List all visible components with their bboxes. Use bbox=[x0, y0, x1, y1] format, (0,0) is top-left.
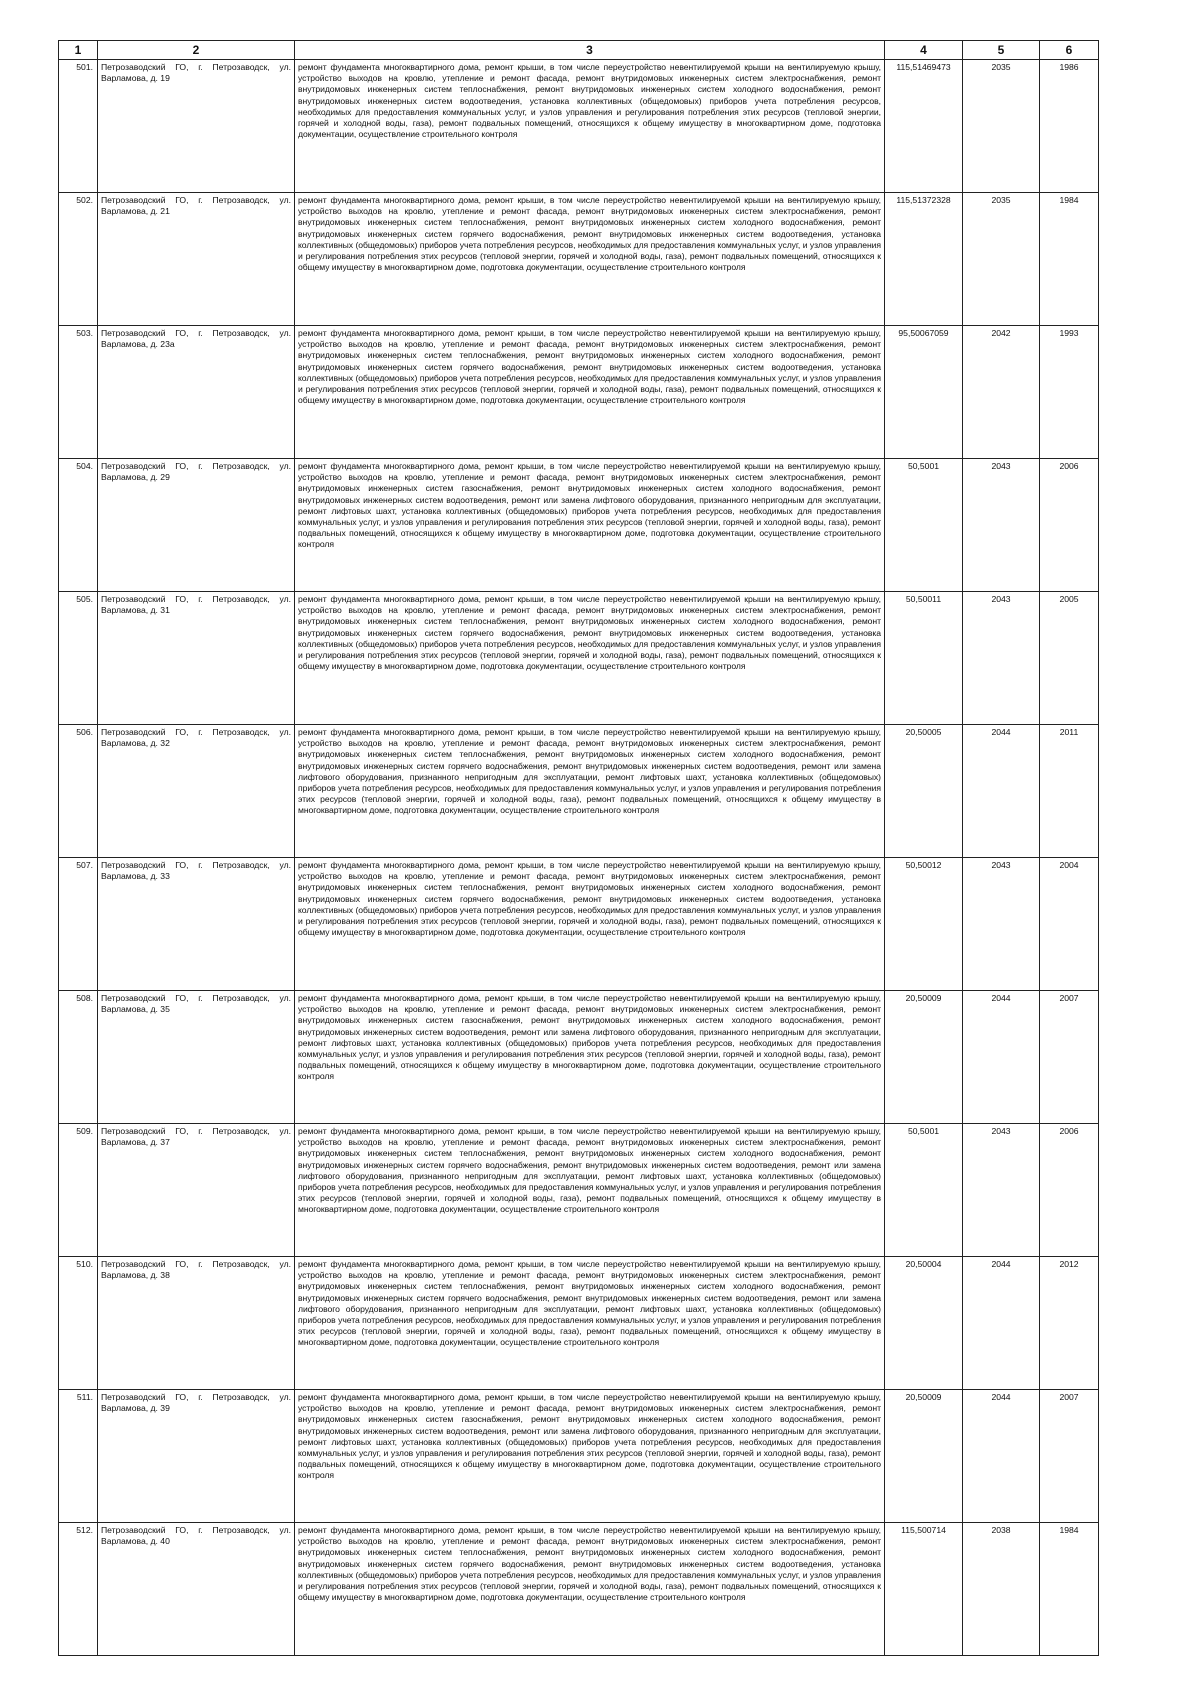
planned-year-cell: 2044 bbox=[963, 725, 1040, 858]
built-year-cell: 2007 bbox=[1040, 1390, 1099, 1523]
row-number: 502. bbox=[59, 193, 98, 326]
value-cell: 20,50009 bbox=[885, 991, 963, 1124]
table-row bbox=[59, 1124, 1099, 1257]
built-year-cell: 2006 bbox=[1040, 459, 1099, 592]
row-number: 501. bbox=[59, 60, 98, 193]
built-year-cell: 2011 bbox=[1040, 725, 1099, 858]
address-cell: Петрозаводский ГО, г. Петрозаводск, ул. Варламова, д. 19 bbox=[98, 60, 295, 193]
row-number: 506. bbox=[59, 725, 98, 858]
row-number: 510. bbox=[59, 1257, 98, 1390]
column-header-6: 6 bbox=[1040, 41, 1099, 60]
column-header-1: 1 bbox=[59, 41, 98, 60]
address-cell: Петрозаводский ГО, г. Петрозаводск, ул. Варламова, д. 35 bbox=[98, 991, 295, 1124]
table-row bbox=[59, 193, 1099, 326]
address-cell: Петрозаводский ГО, г. Петрозаводск, ул. Варламова, д. 31 bbox=[98, 592, 295, 725]
row-number: 503. bbox=[59, 326, 98, 459]
planned-year-cell: 2043 bbox=[963, 459, 1040, 592]
value-cell: 50,50012 bbox=[885, 858, 963, 991]
planned-year-cell: 2044 bbox=[963, 1257, 1040, 1390]
table-row bbox=[59, 459, 1099, 592]
document-page bbox=[58, 40, 1098, 1656]
planned-year-cell: 2035 bbox=[963, 60, 1040, 193]
address-cell: Петрозаводский ГО, г. Петрозаводск, ул. Варламова, д. 21 bbox=[98, 193, 295, 326]
address-cell: Петрозаводский ГО, г. Петрозаводск, ул. Варламова, д. 37 bbox=[98, 1124, 295, 1257]
address-cell: Петрозаводский ГО, г. Петрозаводск, ул. Варламова, д. 39 bbox=[98, 1390, 295, 1523]
works-cell: ремонт фундамента многоквартирного дома, ремонт крыши, в том числе переустройство невентилируемой крыши на вентилируемую крышу, устройство выходов на кровлю, утепление и ремонт фасада, ремонт внутридомовых инженерных систем электроснабжения, ремонт внутридомовых инженерных систем теплоснабжения, ремонт внутридомовых инженерных систем холодного водоснабжения, ремонт внутридомовых инженерных систем горячего водоснабжения, ремонт внутридомовых инженерных систем водоотведения, ремонт или замена лифтового оборудования, признанного непригодным для эксплуатации, ремонт лифтовых шахт, установка коллективных (общедомовых) приборов учета потребления ресурсов, необходимых для предоставления коммунальных услуг, и узлов управления и регулирования потребления этих ресурсов (тепловой энергии, горячей и холодной воды, газа), ремонт подвальных помещений, относящихся к общему имуществу в многоквартирном доме, подготовка документации, осуществление строительного контроля bbox=[295, 1124, 885, 1257]
built-year-cell: 2004 bbox=[1040, 858, 1099, 991]
planned-year-cell: 2044 bbox=[963, 1390, 1040, 1523]
row-number: 512. bbox=[59, 1523, 98, 1656]
row-number: 507. bbox=[59, 858, 98, 991]
column-header-5: 5 bbox=[963, 41, 1040, 60]
table-row bbox=[59, 1523, 1099, 1656]
address-cell: Петрозаводский ГО, г. Петрозаводск, ул. Варламова, д. 33 bbox=[98, 858, 295, 991]
built-year-cell: 1986 bbox=[1040, 60, 1099, 193]
table-row bbox=[59, 991, 1099, 1124]
table-row bbox=[59, 858, 1099, 991]
column-header-2: 2 bbox=[98, 41, 295, 60]
works-cell: ремонт фундамента многоквартирного дома, ремонт крыши, в том числе переустройство невентилируемой крыши на вентилируемую крышу, устройство выходов на кровлю, утепление и ремонт фасада, ремонт внутридомовых инженерных систем электроснабжения, ремонт внутридомовых инженерных систем теплоснабжения, ремонт внутридомовых инженерных систем холодного водоснабжения, ремонт внутридомовых инженерных систем горячего водоснабжения, ремонт внутридомовых инженерных систем водоотведения, ремонт или замена лифтового оборудования, признанного непригодным для эксплуатации, ремонт лифтовых шахт, установка коллективных (общедомовых) приборов учета потребления ресурсов, необходимых для предоставления коммунальных услуг, и узлов управления и регулирования потребления этих ресурсов (тепловой энергии, горячей и холодной воды, газа), ремонт подвальных помещений, относящихся к общему имуществу в многоквартирном доме, подготовка документации, осуществление строительного контроля bbox=[295, 725, 885, 858]
works-cell: ремонт фундамента многоквартирного дома, ремонт крыши, в том числе переустройство невентилируемой крыши на вентилируемую крышу, устройство выходов на кровлю, утепление и ремонт фасада, ремонт внутридомовых инженерных систем электроснабжения, ремонт внутридомовых инженерных систем теплоснабжения, ремонт внутридомовых инженерных систем холодного водоснабжения, ремонт внутридомовых инженерных систем горячего водоснабжения, ремонт внутридомовых инженерных систем водоотведения, установка коллективных (общедомовых) приборов учета потребления ресурсов, необходимых для предоставления коммунальных услуг, и узлов управления и регулирования потребления этих ресурсов (тепловой энергии, горячей и холодной воды, газа), ремонт подвальных помещений, относящихся к общему имуществу в многоквартирном доме, подготовка документации, осуществление строительного контроля bbox=[295, 326, 885, 459]
row-number: 509. bbox=[59, 1124, 98, 1257]
table-row bbox=[59, 1257, 1099, 1390]
table-row bbox=[59, 725, 1099, 858]
row-number: 505. bbox=[59, 592, 98, 725]
planned-year-cell: 2044 bbox=[963, 991, 1040, 1124]
table-row bbox=[59, 326, 1099, 459]
table-row bbox=[59, 592, 1099, 725]
address-cell: Петрозаводский ГО, г. Петрозаводск, ул. Варламова, д. 38 bbox=[98, 1257, 295, 1390]
address-cell: Петрозаводский ГО, г. Петрозаводск, ул. Варламова, д. 32 bbox=[98, 725, 295, 858]
column-header-3: 3 bbox=[295, 41, 885, 60]
works-cell: ремонт фундамента многоквартирного дома, ремонт крыши, в том числе переустройство невентилируемой крыши на вентилируемую крышу, устройство выходов на кровлю, утепление и ремонт фасада, ремонт внутридомовых инженерных систем электроснабжения, ремонт внутридомовых инженерных систем теплоснабжения, ремонт внутридомовых инженерных систем холодного водоснабжения, ремонт внутридомовых инженерных систем горячего водоснабжения, ремонт внутридомовых инженерных систем водоотведения, установка коллективных (общедомовых) приборов учета потребления ресурсов, необходимых для предоставления коммунальных услуг, и узлов управления и регулирования потребления этих ресурсов (тепловой энергии, горячей и холодной воды, газа), ремонт подвальных помещений, относящихся к общему имуществу в многоквартирном доме, подготовка документации, осуществление строительного контроля bbox=[295, 1523, 885, 1656]
row-number: 504. bbox=[59, 459, 98, 592]
value-cell: 20,50009 bbox=[885, 1390, 963, 1523]
value-cell: 115,500714 bbox=[885, 1523, 963, 1656]
works-cell: ремонт фундамента многоквартирного дома, ремонт крыши, в том числе переустройство невентилируемой крыши на вентилируемую крышу, устройство выходов на кровлю, утепление и ремонт фасада, ремонт внутридомовых инженерных систем электроснабжения, ремонт внутридомовых инженерных систем теплоснабжения, ремонт внутридомовых инженерных систем холодного водоснабжения, ремонт внутридомовых инженерных систем водоотведения, установка коллективных (общедомовых) приборов учета потребления ресурсов, необходимых для предоставления коммунальных услуг, и узлов управления и регулирования потребления этих ресурсов (тепловой энергии, горячей и холодной воды, газа), ремонт подвальных помещений, относящихся к общему имуществу в многоквартирном доме, подготовка документации, осуществление строительного контроля bbox=[295, 60, 885, 193]
works-cell: ремонт фундамента многоквартирного дома, ремонт крыши, в том числе переустройство невентилируемой крыши на вентилируемую крышу, устройство выходов на кровлю, утепление и ремонт фасада, ремонт внутридомовых инженерных систем электроснабжения, ремонт внутридомовых инженерных систем теплоснабжения, ремонт внутридомовых инженерных систем холодного водоснабжения, ремонт внутридомовых инженерных систем горячего водоснабжения, ремонт внутридомовых инженерных систем водоотведения, ремонт или замена лифтового оборудования, признанного непригодным для эксплуатации, ремонт лифтовых шахт, установка коллективных (общедомовых) приборов учета потребления ресурсов, необходимых для предоставления коммунальных услуг, и узлов управления и регулирования потребления этих ресурсов (тепловой энергии, горячей и холодной воды, газа), ремонт подвальных помещений, относящихся к общему имуществу в многоквартирном доме, подготовка документации, осуществление строительного контроля bbox=[295, 1257, 885, 1390]
works-cell: ремонт фундамента многоквартирного дома, ремонт крыши, в том числе переустройство невентилируемой крыши на вентилируемую крышу, устройство выходов на кровлю, утепление и ремонт фасада, ремонт внутридомовых инженерных систем электроснабжения, ремонт внутридомовых инженерных систем теплоснабжения, ремонт внутридомовых инженерных систем холодного водоснабжения, ремонт внутридомовых инженерных систем горячего водоснабжения, ремонт внутридомовых инженерных систем водоотведения, установка коллективных (общедомовых) приборов учета потребления ресурсов, необходимых для предоставления коммунальных услуг, и узлов управления и регулирования потребления этих ресурсов (тепловой энергии, горячей и холодной воды, газа), ремонт подвальных помещений, относящихся к общему имуществу в многоквартирном доме, подготовка документации, осуществление строительного контроля bbox=[295, 592, 885, 725]
value-cell: 20,50005 bbox=[885, 725, 963, 858]
column-header-4: 4 bbox=[885, 41, 963, 60]
table-body bbox=[59, 60, 1099, 1656]
value-cell: 50,5001 bbox=[885, 459, 963, 592]
built-year-cell: 1993 bbox=[1040, 326, 1099, 459]
works-cell: ремонт фундамента многоквартирного дома, ремонт крыши, в том числе переустройство невентилируемой крыши на вентилируемую крышу, устройство выходов на кровлю, утепление и ремонт фасада, ремонт внутридомовых инженерных систем электроснабжения, ремонт внутридомовых инженерных систем теплоснабжения, ремонт внутридомовых инженерных систем холодного водоснабжения, ремонт внутридомовых инженерных систем горячего водоснабжения, ремонт внутридомовых инженерных систем водоотведения, установка коллективных (общедомовых) приборов учета потребления ресурсов, необходимых для предоставления коммунальных услуг, и узлов управления и регулирования потребления этих ресурсов (тепловой энергии, горячей и холодной воды, газа), ремонт подвальных помещений, относящихся к общему имуществу в многоквартирном доме, подготовка документации, осуществление строительного контроля bbox=[295, 858, 885, 991]
built-year-cell: 2005 bbox=[1040, 592, 1099, 725]
value-cell: 115,51469473 bbox=[885, 60, 963, 193]
table-row bbox=[59, 1390, 1099, 1523]
table-row bbox=[59, 60, 1099, 193]
address-cell: Петрозаводский ГО, г. Петрозаводск, ул. Варламова, д. 29 bbox=[98, 459, 295, 592]
works-cell: ремонт фундамента многоквартирного дома, ремонт крыши, в том числе переустройство невентилируемой крыши на вентилируемую крышу, устройство выходов на кровлю, утепление и ремонт фасада, ремонт внутридомовых инженерных систем электроснабжения, ремонт внутридомовых инженерных систем теплоснабжения, ремонт внутридомовых инженерных систем холодного водоснабжения, ремонт внутридомовых инженерных систем горячего водоснабжения, ремонт внутридомовых инженерных систем водоотведения, установка коллективных (общедомовых) приборов учета потребления ресурсов, необходимых для предоставления коммунальных услуг, и узлов управления и регулирования потребления этих ресурсов (тепловой энергии, горячей и холодной воды, газа), ремонт подвальных помещений, относящихся к общему имуществу в многоквартирном доме, подготовка документации, осуществление строительного контроля bbox=[295, 193, 885, 326]
row-number: 508. bbox=[59, 991, 98, 1124]
works-cell: ремонт фундамента многоквартирного дома, ремонт крыши, в том числе переустройство невентилируемой крыши на вентилируемую крышу, устройство выходов на кровлю, утепление и ремонт фасада, ремонт внутридомовых инженерных систем электроснабжения, ремонт внутридомовых инженерных систем газоснабжения, ремонт внутридомовых инженерных систем холодного водоснабжения, ремонт внутридомовых инженерных систем водоотведения, ремонт или замена лифтового оборудования, признанного непригодным для эксплуатации, ремонт лифтовых шахт, установка коллективных (общедомовых) приборов учета потребления ресурсов, необходимых для предоставления коммунальных услуг, и узлов управления и регулирования потребления этих ресурсов (тепловой энергии, горячей и холодной воды, газа), ремонт подвальных помещений, относящихся к общему имуществу в многоквартирном доме, подготовка документации, осуществление строительного контроля bbox=[295, 991, 885, 1124]
address-cell: Петрозаводский ГО, г. Петрозаводск, ул. Варламова, д. 23а bbox=[98, 326, 295, 459]
value-cell: 50,5001 bbox=[885, 1124, 963, 1257]
built-year-cell: 1984 bbox=[1040, 1523, 1099, 1656]
address-cell: Петрозаводский ГО, г. Петрозаводск, ул. Варламова, д. 40 bbox=[98, 1523, 295, 1656]
planned-year-cell: 2035 bbox=[963, 193, 1040, 326]
capital-repair-table bbox=[58, 40, 1099, 1656]
built-year-cell: 2006 bbox=[1040, 1124, 1099, 1257]
planned-year-cell: 2042 bbox=[963, 326, 1040, 459]
built-year-cell: 2012 bbox=[1040, 1257, 1099, 1390]
planned-year-cell: 2038 bbox=[963, 1523, 1040, 1656]
works-cell: ремонт фундамента многоквартирного дома, ремонт крыши, в том числе переустройство невентилируемой крыши на вентилируемую крышу, устройство выходов на кровлю, утепление и ремонт фасада, ремонт внутридомовых инженерных систем электроснабжения, ремонт внутридомовых инженерных систем газоснабжения, ремонт внутридомовых инженерных систем холодного водоснабжения, ремонт внутридомовых инженерных систем водоотведения, ремонт или замена лифтового оборудования, признанного непригодным для эксплуатации, ремонт лифтовых шахт, установка коллективных (общедомовых) приборов учета потребления ресурсов, необходимых для предоставления коммунальных услуг, и узлов управления и регулирования потребления этих ресурсов (тепловой энергии, горячей и холодной воды, газа), ремонт подвальных помещений, относящихся к общему имуществу в многоквартирном доме, подготовка документации, осуществление строительного контроля bbox=[295, 1390, 885, 1523]
planned-year-cell: 2043 bbox=[963, 858, 1040, 991]
built-year-cell: 2007 bbox=[1040, 991, 1099, 1124]
value-cell: 20,50004 bbox=[885, 1257, 963, 1390]
built-year-cell: 1984 bbox=[1040, 193, 1099, 326]
value-cell: 95,50067059 bbox=[885, 326, 963, 459]
planned-year-cell: 2043 bbox=[963, 1124, 1040, 1257]
row-number: 511. bbox=[59, 1390, 98, 1523]
value-cell: 115,51372328 bbox=[885, 193, 963, 326]
planned-year-cell: 2043 bbox=[963, 592, 1040, 725]
value-cell: 50,50011 bbox=[885, 592, 963, 725]
works-cell: ремонт фундамента многоквартирного дома, ремонт крыши, в том числе переустройство невентилируемой крыши на вентилируемую крышу, устройство выходов на кровлю, утепление и ремонт фасада, ремонт внутридомовых инженерных систем электроснабжения, ремонт внутридомовых инженерных систем газоснабжения, ремонт внутридомовых инженерных систем холодного водоснабжения, ремонт внутридомовых инженерных систем водоотведения, ремонт или замена лифтового оборудования, признанного непригодным для эксплуатации, ремонт лифтовых шахт, установка коллективных (общедомовых) приборов учета потребления ресурсов, необходимых для предоставления коммунальных услуг, и узлов управления и регулирования потребления этих ресурсов (тепловой энергии, горячей и холодной воды, газа), ремонт подвальных помещений, относящихся к общему имуществу в многоквартирном доме, подготовка документации, осуществление строительного контроля bbox=[295, 459, 885, 592]
header-row bbox=[59, 41, 1099, 60]
